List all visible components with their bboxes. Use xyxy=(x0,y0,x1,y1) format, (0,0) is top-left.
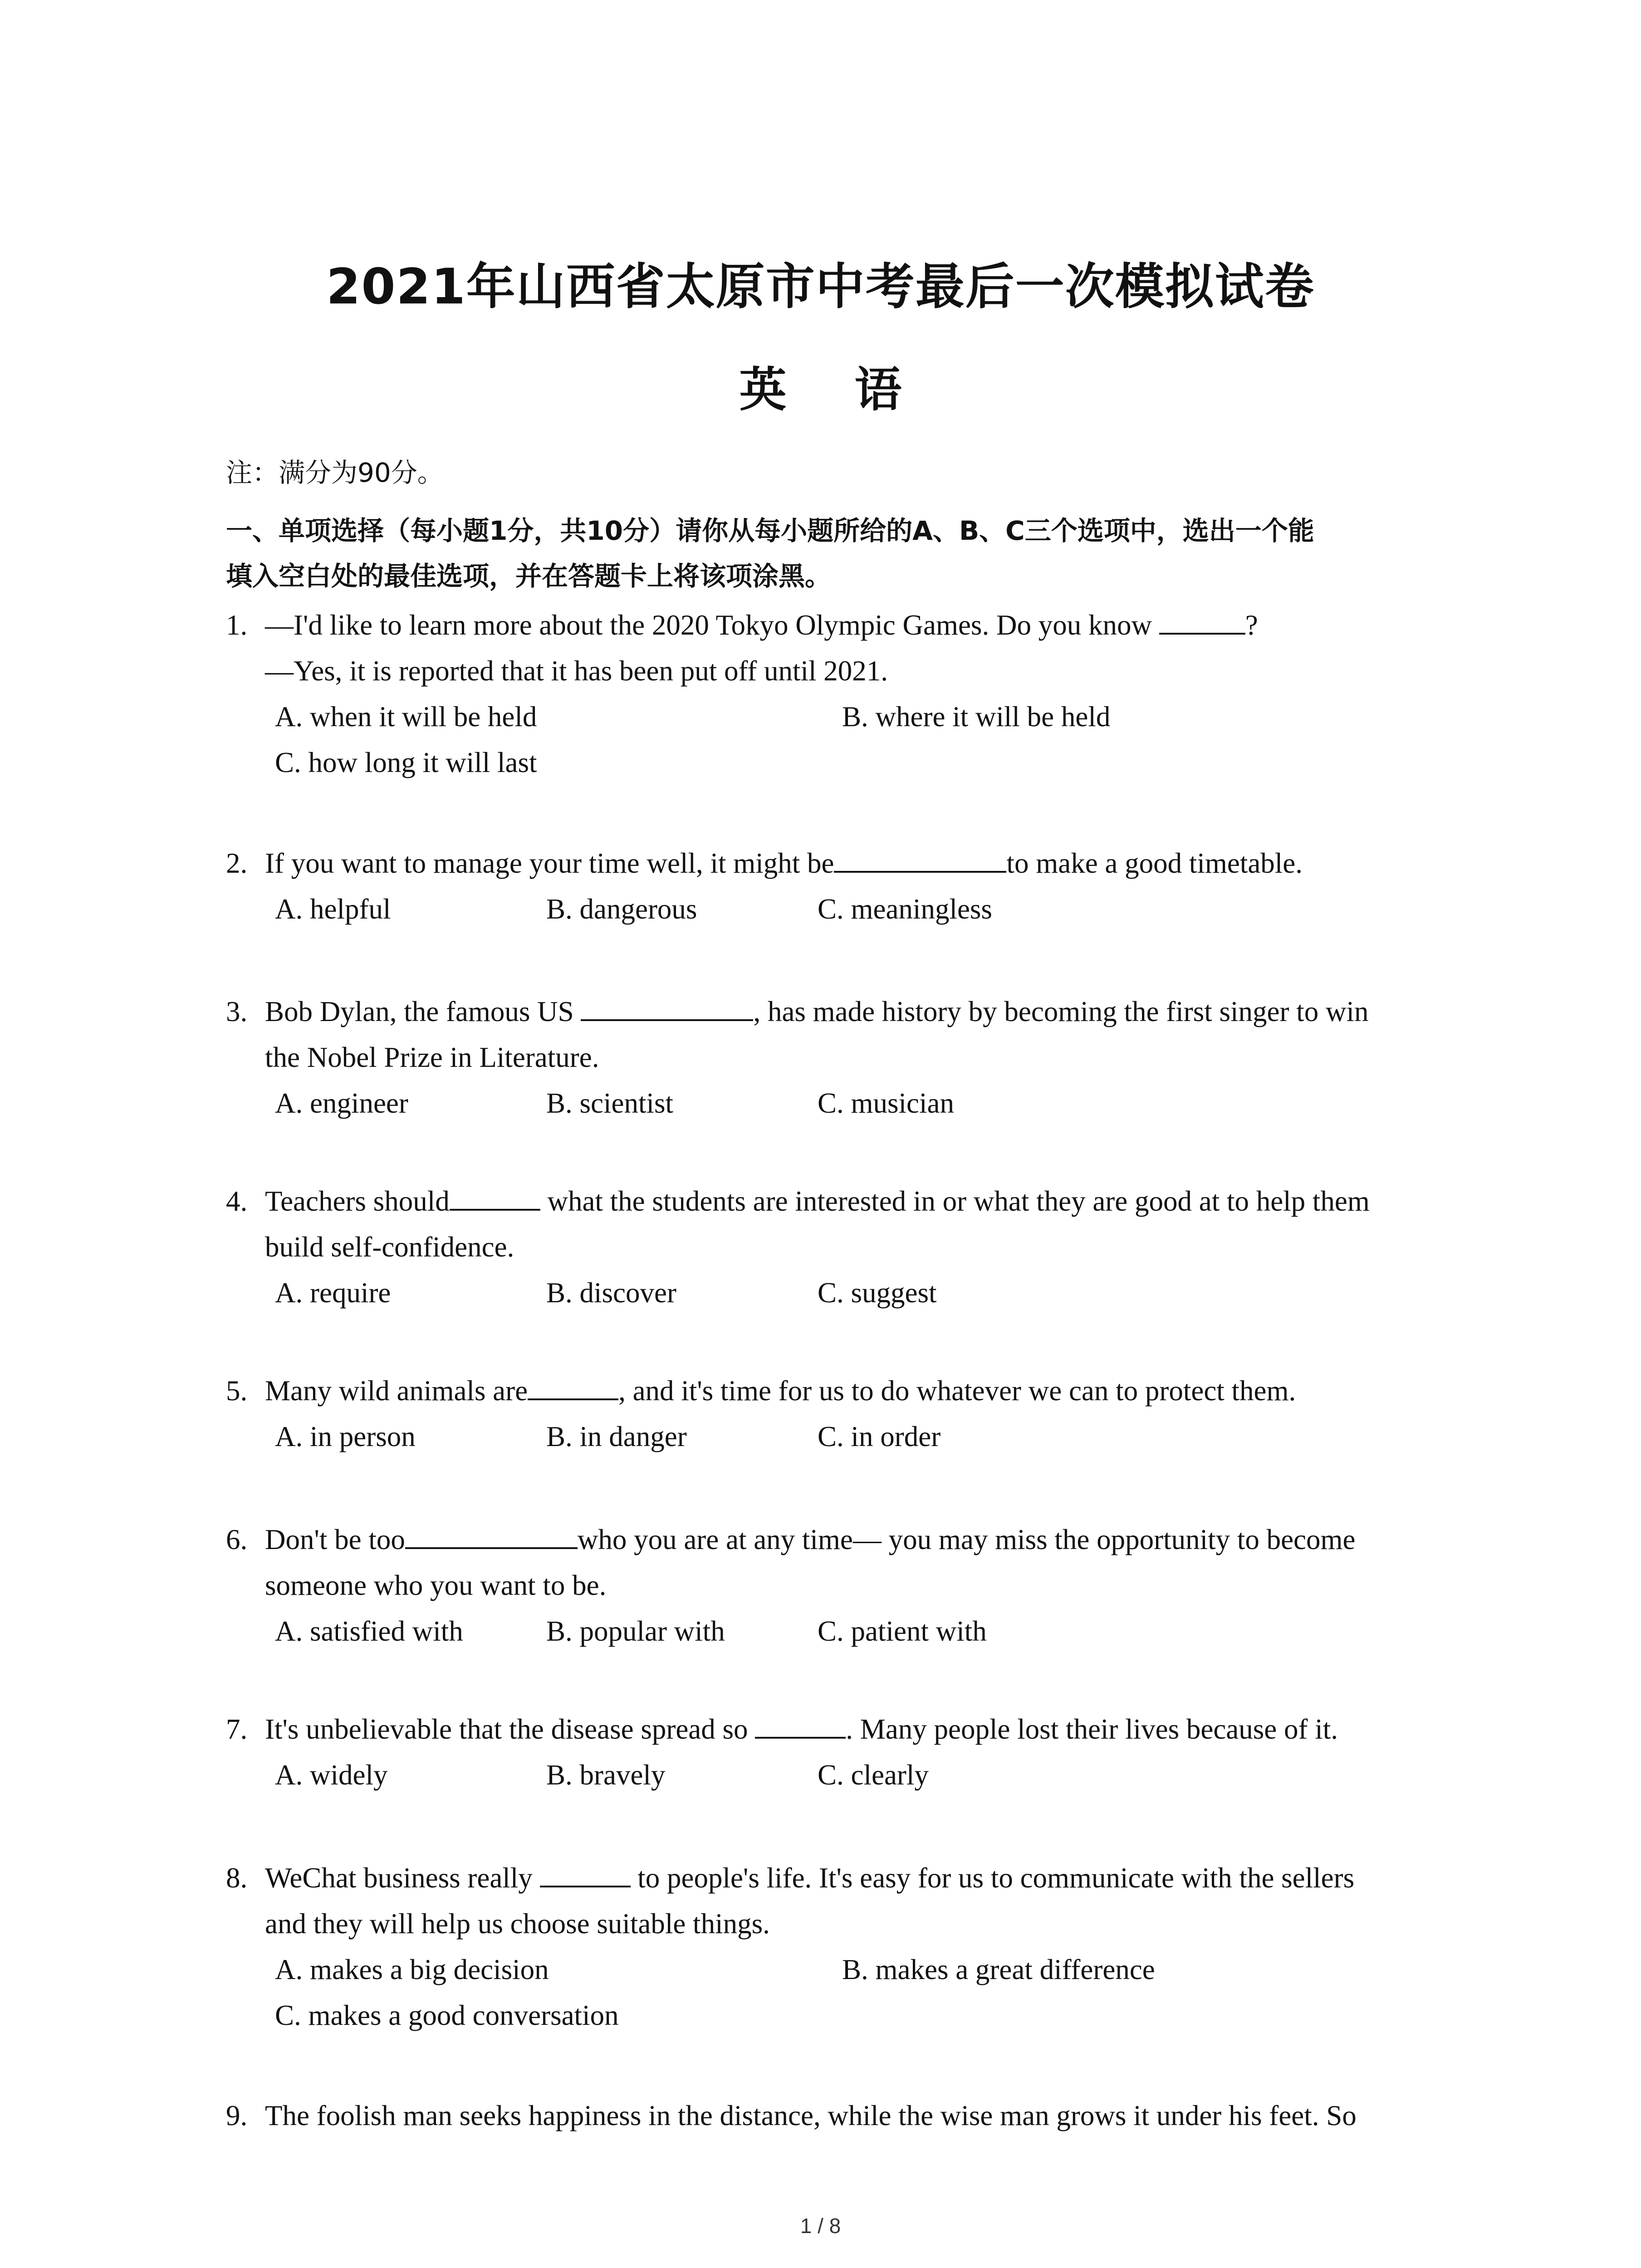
option-a: A. makes a big decision xyxy=(275,1954,549,1985)
option-a: A. when it will be held xyxy=(275,701,537,733)
option-c: C. how long it will last xyxy=(275,747,537,778)
option-a: A. satisfied with xyxy=(275,1615,463,1647)
question-stem: It's unbelievable that the disease spread so . Many people lost their lives because of it. xyxy=(265,1713,1338,1745)
option-b: B. makes a great difference xyxy=(842,1954,1155,1985)
question-number: 1. xyxy=(226,609,248,641)
question-number: 9. xyxy=(226,2100,248,2131)
question-5 xyxy=(226,1368,1469,1460)
question-number: 8. xyxy=(226,1862,248,1894)
question-number: 5. xyxy=(226,1375,248,1407)
question-number: 4. xyxy=(226,1185,248,1217)
options xyxy=(275,1270,1469,1316)
options xyxy=(275,694,1469,786)
score-note: 注：满分为90分。 xyxy=(226,457,444,488)
question-number: 6. xyxy=(226,1524,248,1555)
option-b: B. popular with xyxy=(546,1615,725,1647)
answer-blank xyxy=(1159,609,1245,635)
question-stem: Teachers should what the students are interested in or what they are good at to help them xyxy=(265,1185,1370,1217)
section-heading-line2: 填入空白处的最佳选项，并在答题卡上将该项涂黑。 xyxy=(226,561,832,591)
question-9 xyxy=(226,2093,1469,2139)
question-stem-line2: someone who you want to be. xyxy=(265,1569,607,1601)
section-heading-line1: 一、单项选择（每小题1分，共10分）请你从每小题所给的A、B、C三个选项中，选出一个能 xyxy=(226,515,1314,546)
option-a: A. require xyxy=(275,1277,391,1309)
option-a: A. widely xyxy=(275,1759,388,1791)
question-1 xyxy=(226,602,1469,786)
options xyxy=(275,886,1469,932)
question-stem: Many wild animals are , and it's time for us to do whatever we can to protect them. xyxy=(265,1375,1296,1407)
answer-blank xyxy=(581,996,753,1021)
option-c: C. suggest xyxy=(818,1277,937,1309)
question-stem: If you want to manage your time well, it might be to make a good timetable. xyxy=(265,847,1303,879)
question-stem-line2: build self-confidence. xyxy=(265,1231,514,1263)
answer-blank xyxy=(528,1375,618,1400)
answer-blank xyxy=(405,1524,578,1549)
option-b: B. in danger xyxy=(546,1421,687,1452)
option-c: C. clearly xyxy=(818,1759,929,1791)
options xyxy=(275,1947,1469,2038)
exam-title: 2021年山西省太原市中考最后一次模拟试卷 xyxy=(326,259,1315,315)
question-number: 3. xyxy=(226,996,248,1027)
question-stem: The foolish man seeks happiness in the distance, while the wise man grows it under his feet. So xyxy=(265,2100,1357,2131)
option-b: B. scientist xyxy=(546,1087,673,1119)
question-stem-line2: the Nobel Prize in Literature. xyxy=(265,1041,599,1073)
subject-title: 英语 xyxy=(739,362,970,417)
option-c: C. in order xyxy=(818,1421,941,1452)
question-number: 2. xyxy=(226,847,248,879)
answer-blank xyxy=(450,1185,540,1211)
option-a: A. helpful xyxy=(275,893,391,925)
question-stem-line2: and they will help us choose suitable things. xyxy=(265,1908,770,1940)
options xyxy=(275,1752,1469,1798)
option-b: B. dangerous xyxy=(546,893,697,925)
question-8 xyxy=(226,1855,1469,2038)
option-c: C. patient with xyxy=(818,1615,987,1647)
options xyxy=(275,1414,1469,1460)
question-stem: —I'd like to learn more about the 2020 Tokyo Olympic Games. Do you know ? xyxy=(265,609,1258,641)
question-stem: Don't be too who you are at any time— you may miss the opportunity to become xyxy=(265,1524,1356,1555)
question-6 xyxy=(226,1517,1469,1654)
option-b: B. where it will be held xyxy=(842,701,1111,733)
option-c: C. makes a good conversation xyxy=(275,1999,619,2031)
option-c: C. meaningless xyxy=(818,893,992,925)
question-7 xyxy=(226,1706,1469,1798)
option-c: C. musician xyxy=(818,1087,954,1119)
page-number: 1 / 8 xyxy=(800,2214,841,2238)
question-stem: WeChat business really to people's life. It's easy for us to communicate with the sellers xyxy=(265,1862,1355,1894)
question-stem: Bob Dylan, the famous US , has made history by becoming the first singer to win xyxy=(265,996,1369,1027)
section-heading xyxy=(226,508,1451,599)
answer-blank xyxy=(834,847,1006,873)
answer-blank xyxy=(755,1713,846,1739)
question-3 xyxy=(226,989,1469,1126)
answer-blank xyxy=(540,1862,631,1887)
option-a: A. engineer xyxy=(275,1087,408,1119)
option-b: B. bravely xyxy=(546,1759,666,1791)
options xyxy=(275,1080,1469,1126)
options xyxy=(275,1608,1469,1654)
question-number: 7. xyxy=(226,1713,248,1745)
question-2 xyxy=(226,841,1469,932)
option-b: B. discover xyxy=(546,1277,676,1309)
option-a: A. in person xyxy=(275,1421,416,1452)
question-4 xyxy=(226,1178,1469,1316)
question-stem-line2: —Yes, it is reported that it has been put off until 2021. xyxy=(265,655,888,687)
